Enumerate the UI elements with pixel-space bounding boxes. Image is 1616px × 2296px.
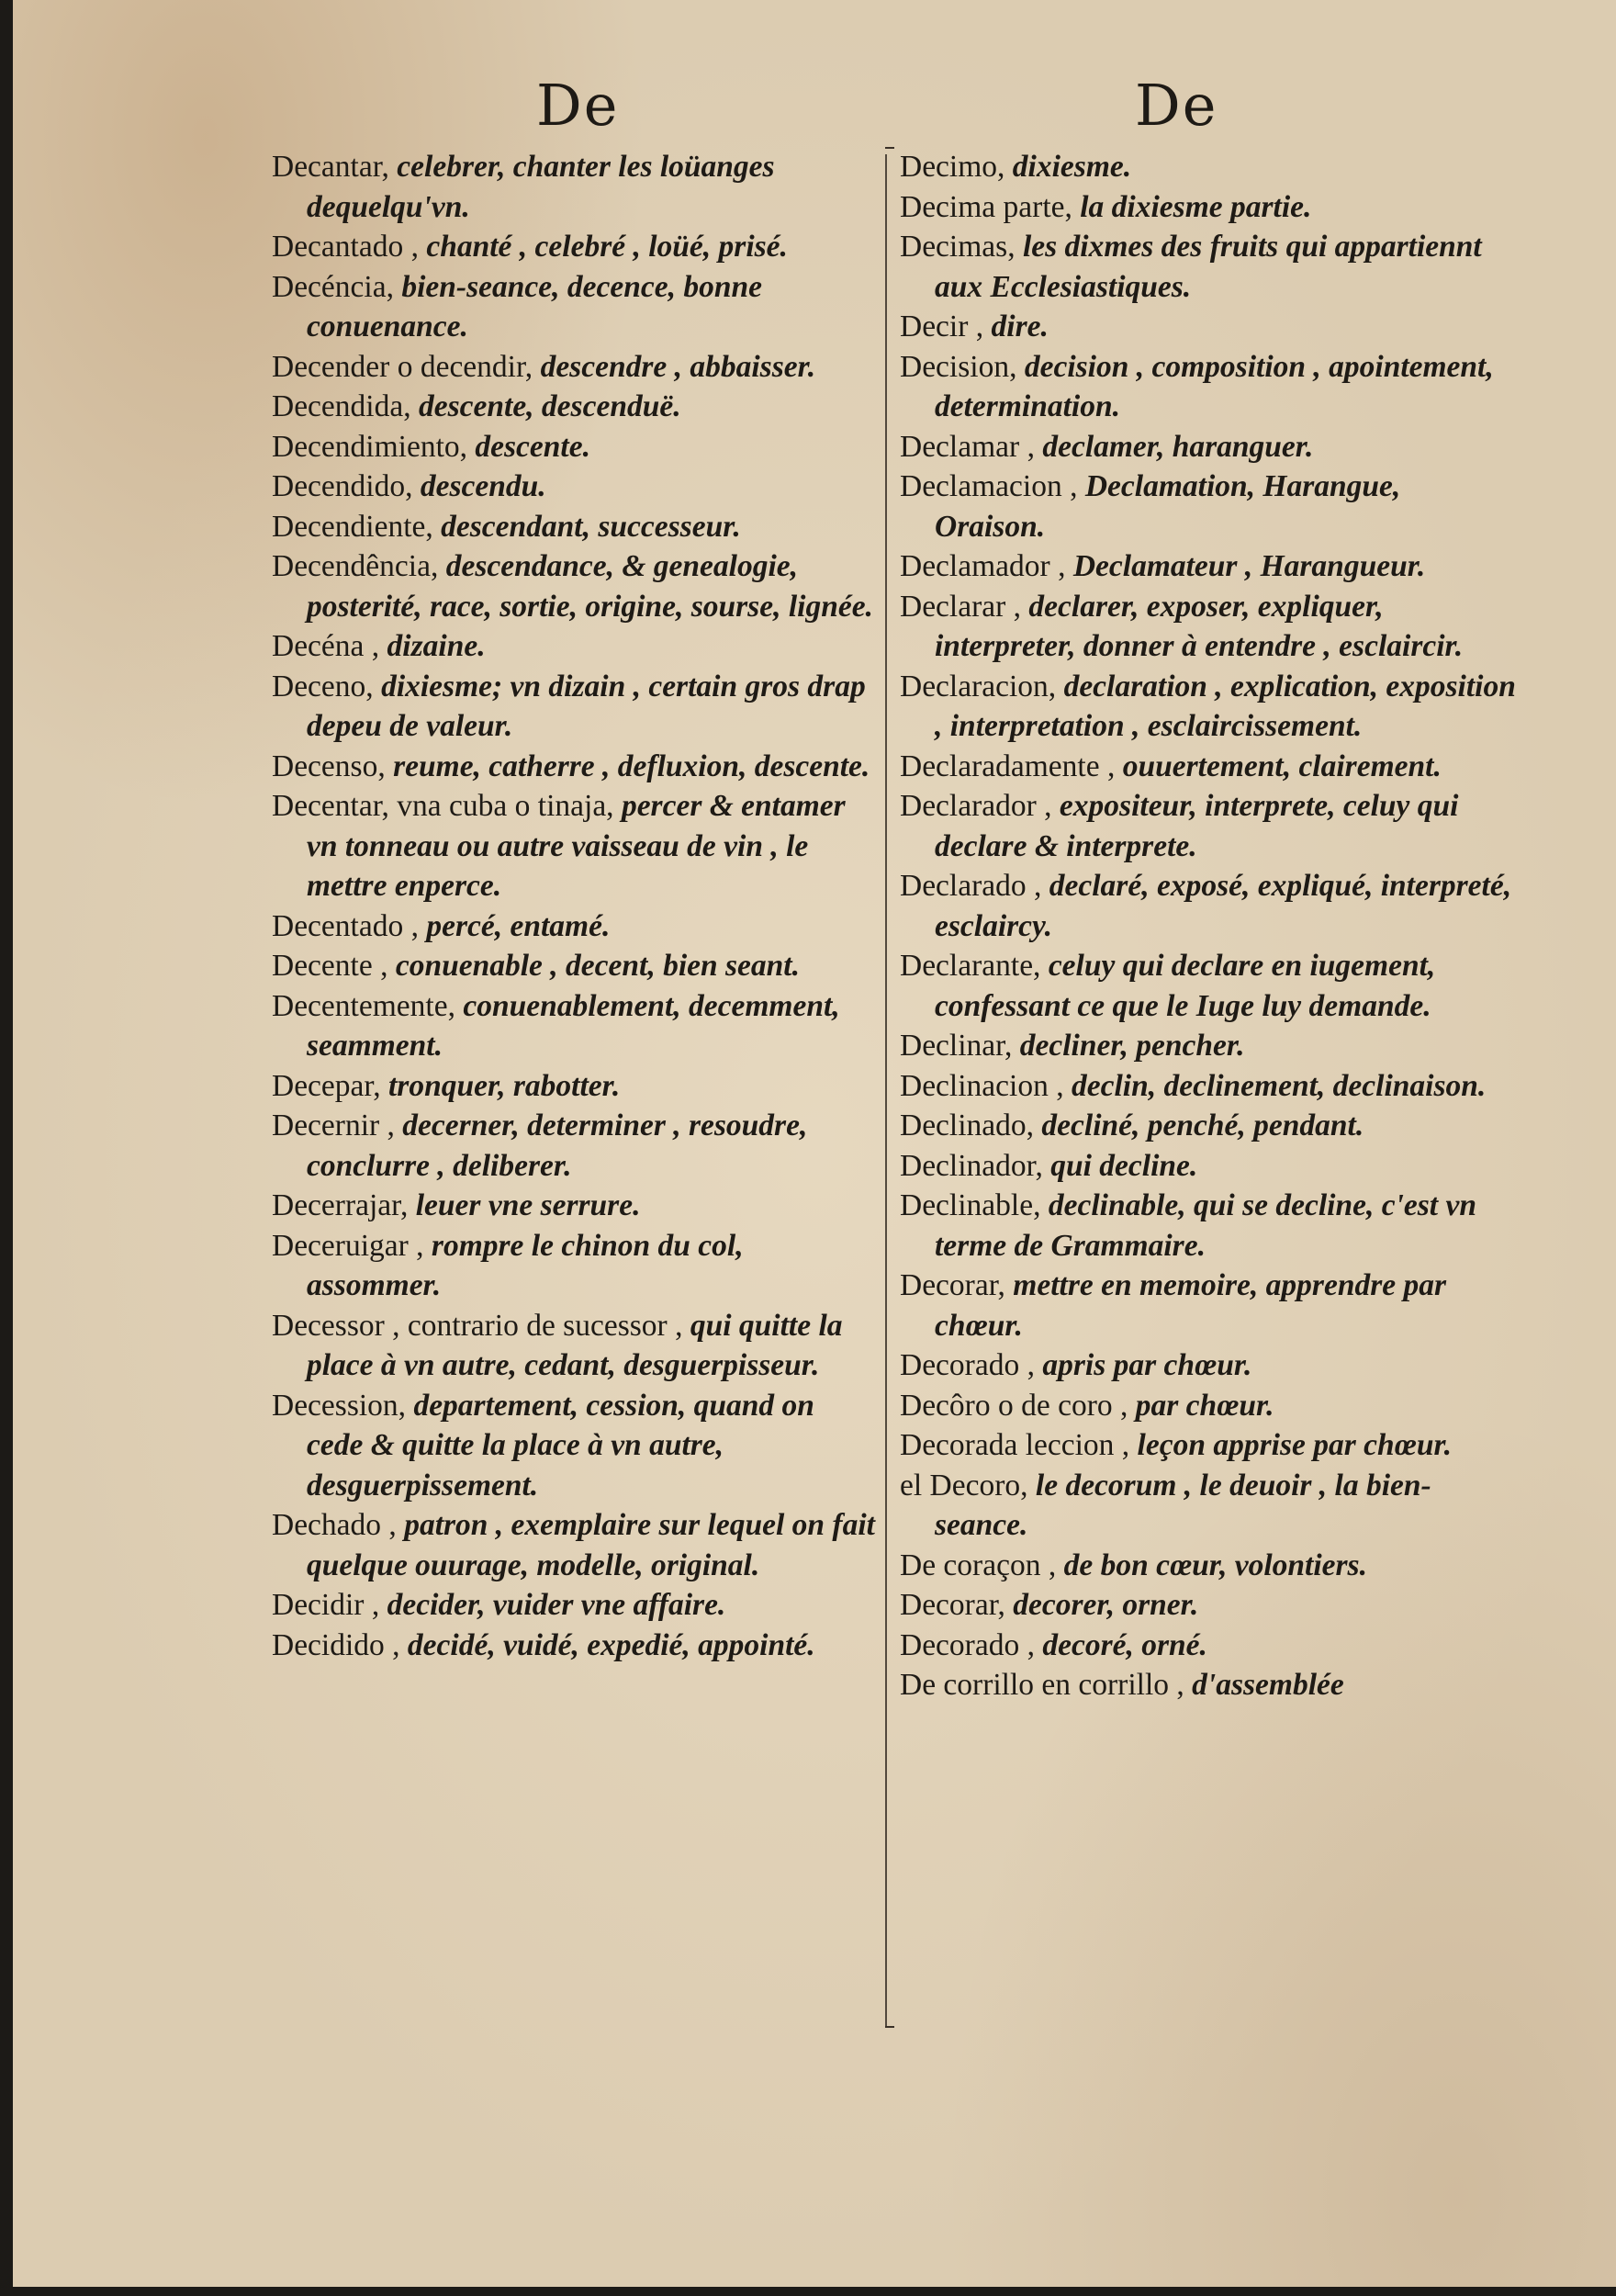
- column-divider: [885, 154, 887, 2028]
- dictionary-entry: [272, 1226, 878, 1306]
- dictionary-entry: [900, 307, 1517, 347]
- entry-headword: Decantado ,: [272, 230, 419, 264]
- dictionary-entry: [900, 1386, 1517, 1426]
- dictionary-entry: [272, 1106, 878, 1186]
- entry-definition: tronquer, rabotter.: [380, 1068, 621, 1103]
- dictionary-entry: [900, 866, 1517, 946]
- dictionary-entry: [900, 667, 1517, 747]
- dictionary-entry: [272, 986, 878, 1066]
- entry-definition: dire.: [983, 310, 1049, 343]
- entry-definition: dixiesme; vn dizain , certain gros drap depeu de valeur.: [307, 669, 866, 743]
- entry-headword: Declaradamente ,: [900, 748, 1116, 783]
- entry-definition: conuenable , decent, bien seant.: [387, 949, 800, 983]
- dictionary-entry: [272, 427, 878, 467]
- dictionary-entry: [900, 786, 1517, 866]
- entry-headword: Decente ,: [272, 949, 388, 983]
- entry-headword: Decima parte,: [900, 189, 1072, 224]
- entry-definition: leuer vne serrure.: [408, 1188, 641, 1222]
- dictionary-entry: [272, 1066, 878, 1107]
- entry-headword: Deceno,: [272, 669, 374, 703]
- entry-headword: Declinable,: [900, 1188, 1041, 1222]
- entry-headword: Decidido ,: [272, 1627, 400, 1662]
- entry-definition: declaration , explication, exposition , interpretation , esclaircissement.: [935, 669, 1516, 743]
- dictionary-entry: [272, 387, 878, 427]
- entry-headword: Decir ,: [900, 310, 984, 343]
- entry-definition: decliner, pencher.: [1012, 1029, 1245, 1063]
- entry-definition: dizaine.: [379, 629, 486, 663]
- entry-definition: departement, cession, quand on cede & quitte la place à vn autre, desguerpissement.: [307, 1388, 814, 1503]
- entry-definition: Declamateur , Harangueur.: [1065, 549, 1426, 583]
- entry-headword: Decendência,: [272, 549, 439, 583]
- entry-definition: declinable, qui se decline, c'est vn terme de Grammaire.: [935, 1188, 1476, 1263]
- entry-headword: De corrillo en corrillo ,: [900, 1668, 1184, 1702]
- entry-headword: Decentado ,: [272, 908, 419, 943]
- entry-definition: dixiesme.: [1004, 150, 1132, 184]
- entry-definition: conuenablement, decemment, seamment.: [307, 988, 840, 1063]
- entry-definition: decoré, orné.: [1034, 1627, 1207, 1662]
- dictionary-entry: [272, 747, 878, 787]
- entry-definition: d'assemblée: [1184, 1668, 1344, 1702]
- entry-headword: Declamador ,: [900, 549, 1066, 583]
- entry-definition: ouuertement, clairement.: [1115, 748, 1442, 783]
- entry-headword: Decerrajar,: [272, 1188, 409, 1222]
- entry-definition: declarer, exposer, expliquer, interpreter, donner à entendre , esclaircir.: [935, 589, 1464, 663]
- entry-headword: Declamar ,: [900, 429, 1035, 464]
- dictionary-entry: [900, 1665, 1517, 1705]
- dictionary-entry: [900, 427, 1517, 467]
- dictionary-entry: [900, 1546, 1517, 1586]
- dictionary-entry: [900, 1026, 1517, 1066]
- entry-headword: Declarado ,: [900, 869, 1042, 903]
- entry-headword: Declarante,: [900, 949, 1041, 983]
- dictionary-entry: [900, 187, 1517, 228]
- dictionary-entry: [900, 1066, 1517, 1107]
- entry-definition: descente.: [467, 429, 590, 464]
- entry-headword: Decessor , contrario de sucessor ,: [272, 1308, 683, 1343]
- entry-definition: declamer, haranguer.: [1034, 429, 1314, 464]
- dictionary-page: [13, 0, 1616, 2287]
- entry-definition: mettre en memoire, apprendre par chœur.: [935, 1268, 1447, 1343]
- dictionary-entry: [900, 946, 1517, 1026]
- entry-headword: Decernir ,: [272, 1109, 395, 1142]
- column-divider-bottom: [885, 2026, 894, 2028]
- dictionary-entry: [272, 1585, 878, 1626]
- entry-definition: decliné, penché, pendant.: [1034, 1109, 1364, 1142]
- dictionary-entry: [272, 1306, 878, 1386]
- entry-headword: Decantar,: [272, 150, 389, 184]
- dictionary-entry: [900, 147, 1517, 187]
- entry-headword: Decenso,: [272, 748, 386, 783]
- entry-definition: decorer, orner.: [1004, 1588, 1199, 1622]
- dictionary-entry: [272, 147, 878, 227]
- entry-headword: Decimo,: [900, 150, 1005, 184]
- entry-definition: percé, entamé.: [418, 908, 611, 943]
- entry-definition: la dixiesme partie.: [1072, 189, 1312, 224]
- dictionary-entry: [900, 467, 1517, 546]
- entry-definition: celebrer, chanter les loüanges dequelqu'vn.: [307, 150, 775, 224]
- entry-headword: Decendida,: [272, 389, 411, 423]
- dictionary-entry: [900, 747, 1517, 787]
- entry-definition: descendance, & genealogie, posterité, race, sortie, origine, sourse, lignée.: [307, 549, 873, 624]
- entry-headword: Decéna ,: [272, 629, 380, 663]
- dictionary-entry: [272, 667, 878, 747]
- entry-headword: Decession,: [272, 1388, 407, 1423]
- entry-definition: les dixmes des fruits qui appartiennt aux Ecclesiastiques.: [935, 230, 1482, 304]
- dictionary-entry: [272, 626, 878, 667]
- entry-definition: descendant, successeur.: [432, 509, 741, 544]
- entry-definition: rompre le chinon du col, assommer.: [307, 1228, 744, 1302]
- entry-headword: Deceruigar ,: [272, 1228, 424, 1263]
- entry-headword: Decentar, vna cuba o tinaja,: [272, 789, 614, 823]
- dictionary-entry: [900, 227, 1517, 307]
- dictionary-entry: [900, 1345, 1517, 1386]
- entry-definition: descente, descenduë.: [410, 389, 681, 423]
- entry-headword: Decendido,: [272, 469, 413, 503]
- dictionary-entry: [900, 1466, 1517, 1546]
- entry-headword: el Decoro,: [900, 1468, 1028, 1503]
- entry-headword: Decendiente,: [272, 509, 433, 544]
- entry-definition: bien-seance, decence, bonne conuenance.: [307, 269, 762, 343]
- entry-headword: Decéncia,: [272, 269, 394, 304]
- dictionary-entry: [272, 507, 878, 547]
- entry-definition: decider, vuider vne affaire.: [379, 1588, 726, 1622]
- dictionary-entry: [272, 267, 878, 347]
- column-divider-top: [885, 147, 894, 149]
- entry-definition: declaré, exposé, expliqué, interpreté, esclaircy.: [935, 869, 1512, 943]
- entry-definition: apris par chœur.: [1034, 1348, 1252, 1382]
- entry-headword: Declinado,: [900, 1109, 1035, 1142]
- entry-headword: Decender o decendir,: [272, 349, 533, 384]
- entry-definition: chanté , celebré , loüé, prisé.: [418, 230, 788, 264]
- entry-headword: Decimas,: [900, 230, 1016, 264]
- entry-headword: Decendimiento,: [272, 429, 468, 464]
- entry-headword: Decidir ,: [272, 1588, 380, 1622]
- entry-headword: Declinar,: [900, 1029, 1013, 1063]
- dictionary-entry: [900, 347, 1517, 427]
- dictionary-entry: [900, 587, 1517, 667]
- entry-headword: Decorada leccion ,: [900, 1428, 1130, 1462]
- entry-definition: leçon apprise par chœur.: [1129, 1428, 1453, 1462]
- entry-headword: Declinacion ,: [900, 1068, 1064, 1103]
- dictionary-entry: [900, 546, 1517, 587]
- dictionary-entry: [900, 1626, 1517, 1666]
- entry-definition: descendre , abbaisser.: [533, 349, 816, 384]
- dictionary-entry: [900, 1266, 1517, 1345]
- entry-headword: Declinador,: [900, 1148, 1043, 1183]
- entry-headword: Dechado ,: [272, 1508, 397, 1542]
- dictionary-entry: [272, 1186, 878, 1226]
- entry-headword: De coraçon ,: [900, 1548, 1057, 1582]
- dictionary-entry: [272, 786, 878, 906]
- dictionary-entry: [272, 906, 878, 947]
- entry-definition: Declamation, Harangue, Oraison.: [935, 469, 1401, 544]
- entry-headword: Declamacion ,: [900, 469, 1078, 503]
- entry-definition: descendu.: [412, 469, 546, 503]
- dictionary-entry: [900, 1425, 1517, 1466]
- entry-definition: celuy qui declare en iugement, confessant ce que le Iuge luy demande.: [935, 949, 1436, 1023]
- right-column: [900, 147, 1517, 1705]
- dictionary-entry: [272, 546, 878, 626]
- entry-headword: Decorado ,: [900, 1627, 1035, 1662]
- dictionary-entry: [900, 1585, 1517, 1626]
- entry-definition: declin, declinement, declinaison.: [1063, 1068, 1487, 1103]
- entry-definition: qui quitte la place à vn autre, cedant, desguerpisseur.: [307, 1308, 843, 1382]
- left-column-header: De: [536, 72, 620, 139]
- entry-headword: Decorar,: [900, 1588, 1005, 1622]
- entry-definition: qui decline.: [1042, 1148, 1198, 1183]
- dictionary-entry: [272, 227, 878, 267]
- entry-definition: decidé, vuidé, expedié, appointé.: [399, 1627, 815, 1662]
- entry-definition: par chœur.: [1128, 1388, 1274, 1423]
- entry-headword: Declarar ,: [900, 589, 1022, 624]
- entry-headword: Decepar,: [272, 1068, 381, 1103]
- entry-definition: decision , composition , apointement, determination.: [935, 349, 1494, 423]
- dictionary-entry: [272, 467, 878, 507]
- entry-definition: percer & entamer vn tonneau ou autre vaisseau de vin , le mettre enperce.: [307, 789, 846, 903]
- entry-definition: reume, catherre , defluxion, descente.: [385, 748, 870, 783]
- entry-headword: Decorado ,: [900, 1348, 1035, 1382]
- entry-definition: le decorum , le deuoir , la bien-seance.: [935, 1468, 1431, 1542]
- entry-definition: de bon cœur, volontiers.: [1056, 1548, 1367, 1582]
- entry-definition: patron , exemplaire sur lequel on fait quelque ouurage, modelle, original.: [307, 1508, 875, 1582]
- dictionary-entry: [900, 1106, 1517, 1146]
- entry-definition: expositeur, interprete, celuy qui declare & interprete.: [935, 789, 1459, 863]
- left-column: [272, 147, 878, 1665]
- entry-headword: Decision,: [900, 349, 1017, 384]
- dictionary-entry: [900, 1146, 1517, 1187]
- entry-headword: Decôro o de coro ,: [900, 1388, 1128, 1423]
- dictionary-entry: [272, 347, 878, 388]
- dictionary-entry: [272, 1386, 878, 1506]
- dictionary-entry: [272, 1626, 878, 1666]
- dictionary-entry: [900, 1186, 1517, 1266]
- entry-headword: Declaracion,: [900, 669, 1057, 703]
- entry-headword: Declarador ,: [900, 789, 1052, 823]
- right-column-header: De: [1135, 72, 1218, 139]
- entry-definition: decerner, determiner , resoudre, conclurre , deliberer.: [307, 1109, 808, 1183]
- entry-headword: Decorar,: [900, 1268, 1005, 1302]
- dictionary-entry: [272, 1505, 878, 1585]
- dictionary-entry: [272, 946, 878, 986]
- entry-headword: Decentemente,: [272, 988, 455, 1023]
